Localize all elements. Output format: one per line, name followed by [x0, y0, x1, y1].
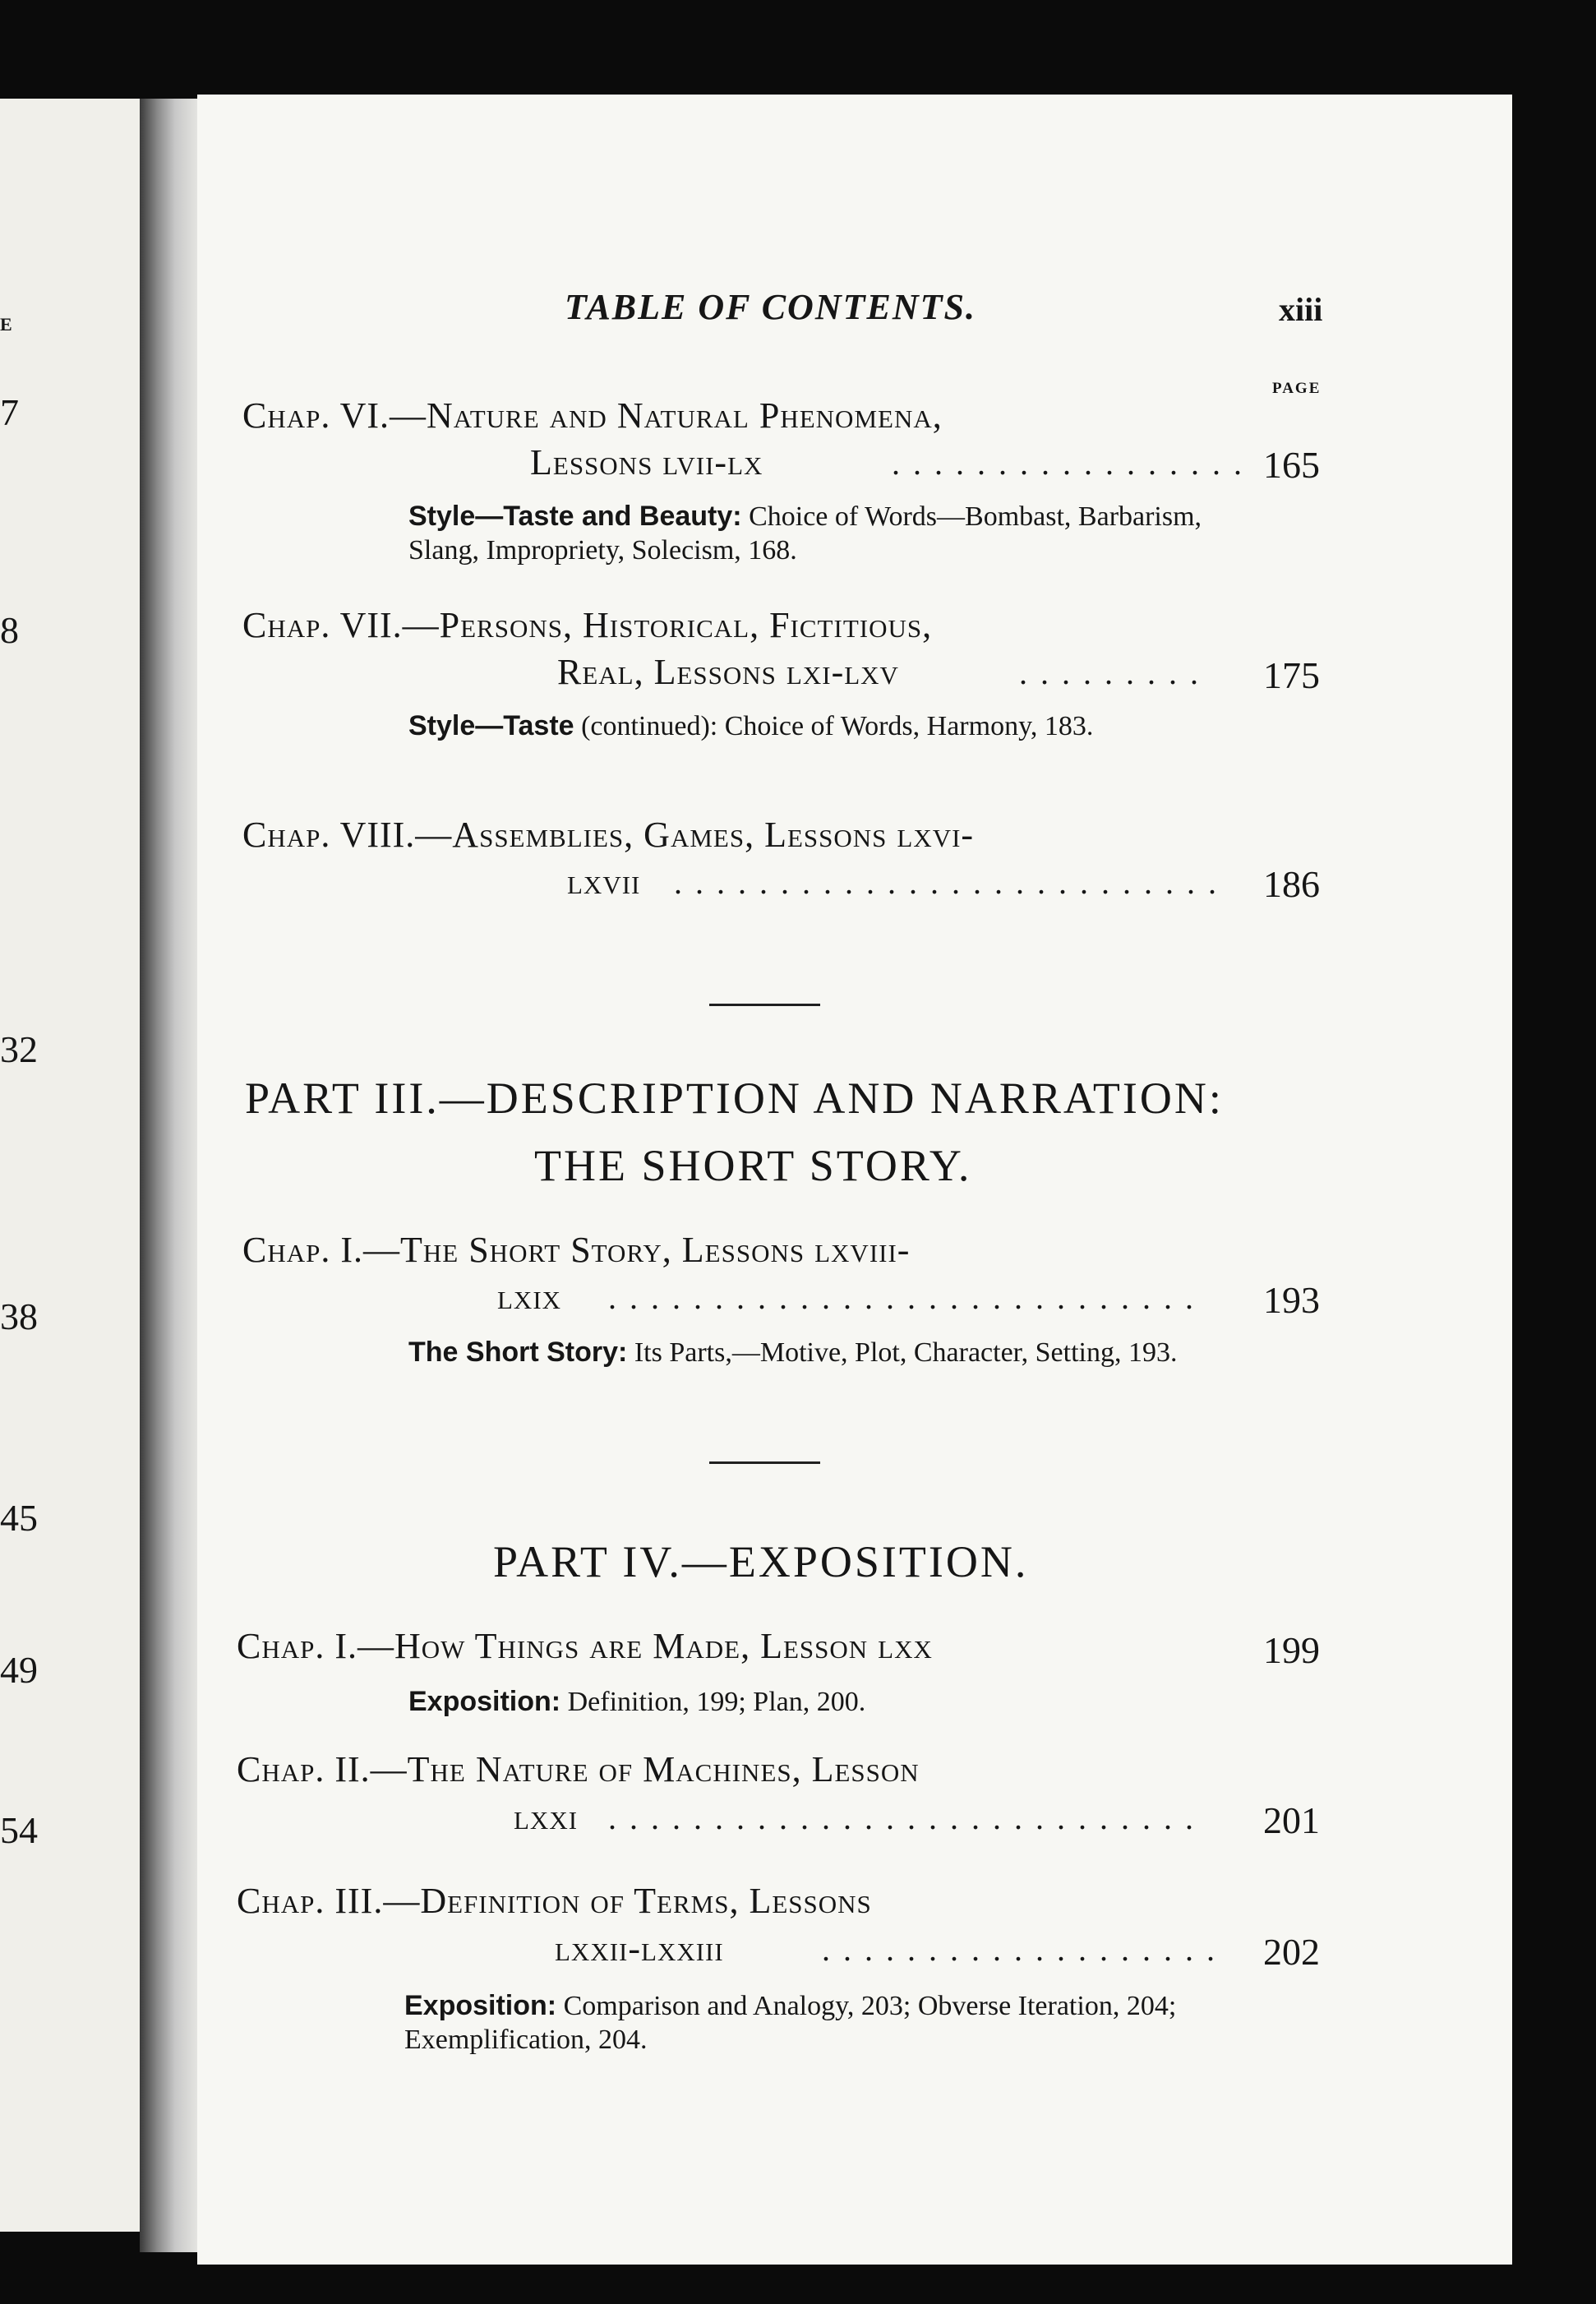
chapter-heading: Chap. III.—Definition of Terms, Lessons — [237, 1881, 872, 1921]
entry-description — [408, 1336, 1239, 1369]
dot-leader: . . . . . . . . . . . . . . . . . . . . . . . . . . . . — [608, 1799, 1196, 1836]
part-title: PART IV.—EXPOSITION. — [493, 1537, 1029, 1586]
dot-leader: . . . . . . . . . . . . . . . . . . . — [822, 1931, 1217, 1968]
page-reference: 202 — [1263, 1931, 1320, 1973]
page-reference: 186 — [1263, 863, 1320, 905]
page-reference: 175 — [1263, 654, 1320, 696]
page-number: xiii — [1279, 291, 1323, 328]
chapter-heading: Chap. VI.—Nature and Natural Phenomena, — [242, 395, 943, 436]
description-text: Its Parts,—Motive, Plot, Character, Setting, 193. — [627, 1337, 1178, 1368]
section-divider — [709, 1461, 820, 1464]
dot-leader: . . . . . . . . . . . . . . . . . . . . . . . . . . . . — [608, 1279, 1196, 1316]
description-heading: Exposition: — [408, 1686, 561, 1717]
chapter-heading: Chap. I.—How Things are Made, Lesson lxx — [237, 1626, 933, 1666]
left-margin-number: 49 — [0, 1649, 38, 1691]
description-text: Choice of Words—Bombast, Barbarism, Slang, Impropriety, Solecism, 168. — [408, 501, 1202, 566]
left-margin-number: 7 — [0, 391, 19, 433]
facing-page-edge — [0, 99, 146, 2232]
chapter-heading-continued: lxix — [497, 1277, 562, 1317]
description-heading: Style—Taste — [408, 710, 574, 741]
entry-description — [408, 500, 1239, 567]
description-heading: Exposition: — [404, 1990, 557, 2021]
left-margin-number: 8 — [0, 609, 19, 651]
chapter-heading-continued: lxxi — [514, 1797, 579, 1837]
chapter-heading-continued: lxxii-lxxiii — [555, 1928, 724, 1969]
chapter-heading: Chap. II.—The Nature of Machines, Lesson — [237, 1749, 920, 1789]
contents-page — [197, 95, 1512, 2265]
dot-leader: . . . . . . . . . . . . . . . . . . . . . . . . . . — [674, 864, 1219, 901]
chapter-heading: Chap. I.—The Short Story, Lessons lxviii- — [242, 1230, 911, 1270]
left-margin-number: 54 — [0, 1809, 38, 1851]
part-title-continued: THE SHORT STORY. — [534, 1141, 972, 1190]
left-margin-number: 32 — [0, 1028, 38, 1070]
chapter-heading: Chap. VIII.—Assemblies, Games, Lessons lxvi- — [242, 815, 975, 855]
left-margin-number: 38 — [0, 1295, 38, 1337]
left-margin-number: 45 — [0, 1497, 38, 1539]
page-reference: 201 — [1263, 1799, 1320, 1841]
chapter-heading-continued: Lessons lvii-lx — [530, 442, 763, 483]
page-column-label: PAGE — [1272, 380, 1322, 397]
dot-leader: . . . . . . . . . . . . . . . . . — [892, 445, 1244, 482]
chapter-heading: Chap. VII.—Persons, Historical, Fictitious, — [242, 605, 933, 645]
part-title: PART III.—DESCRIPTION AND NARRATION: — [245, 1074, 1224, 1123]
page-reference: 193 — [1263, 1279, 1320, 1321]
section-divider — [709, 1004, 820, 1006]
description-heading: Style—Taste and Beauty: — [408, 501, 742, 532]
page-reference: 199 — [1263, 1629, 1320, 1671]
dot-leader: . . . . . . . . . — [1019, 654, 1201, 691]
entry-description — [404, 1989, 1234, 2057]
chapter-heading-continued: Real, Lessons lxi-lxv — [557, 652, 899, 692]
description-text: (continued): Choice of Words, Harmony, 183. — [574, 711, 1094, 741]
running-title: TABLE OF CONTENTS. — [565, 287, 976, 327]
entry-description — [408, 709, 1239, 743]
left-margin-number: E — [0, 314, 12, 335]
description-text: Definition, 199; Plan, 200. — [560, 1687, 866, 1717]
description-heading: The Short Story: — [408, 1337, 628, 1368]
entry-description — [408, 1685, 1239, 1719]
book-gutter — [140, 99, 199, 2252]
chapter-heading-continued: lxvii — [567, 861, 641, 902]
description-text: Comparison and Analogy, 203; Obverse Iteration, 204; Exemplification, 204. — [404, 1991, 1177, 2055]
page-reference: 165 — [1263, 444, 1320, 486]
